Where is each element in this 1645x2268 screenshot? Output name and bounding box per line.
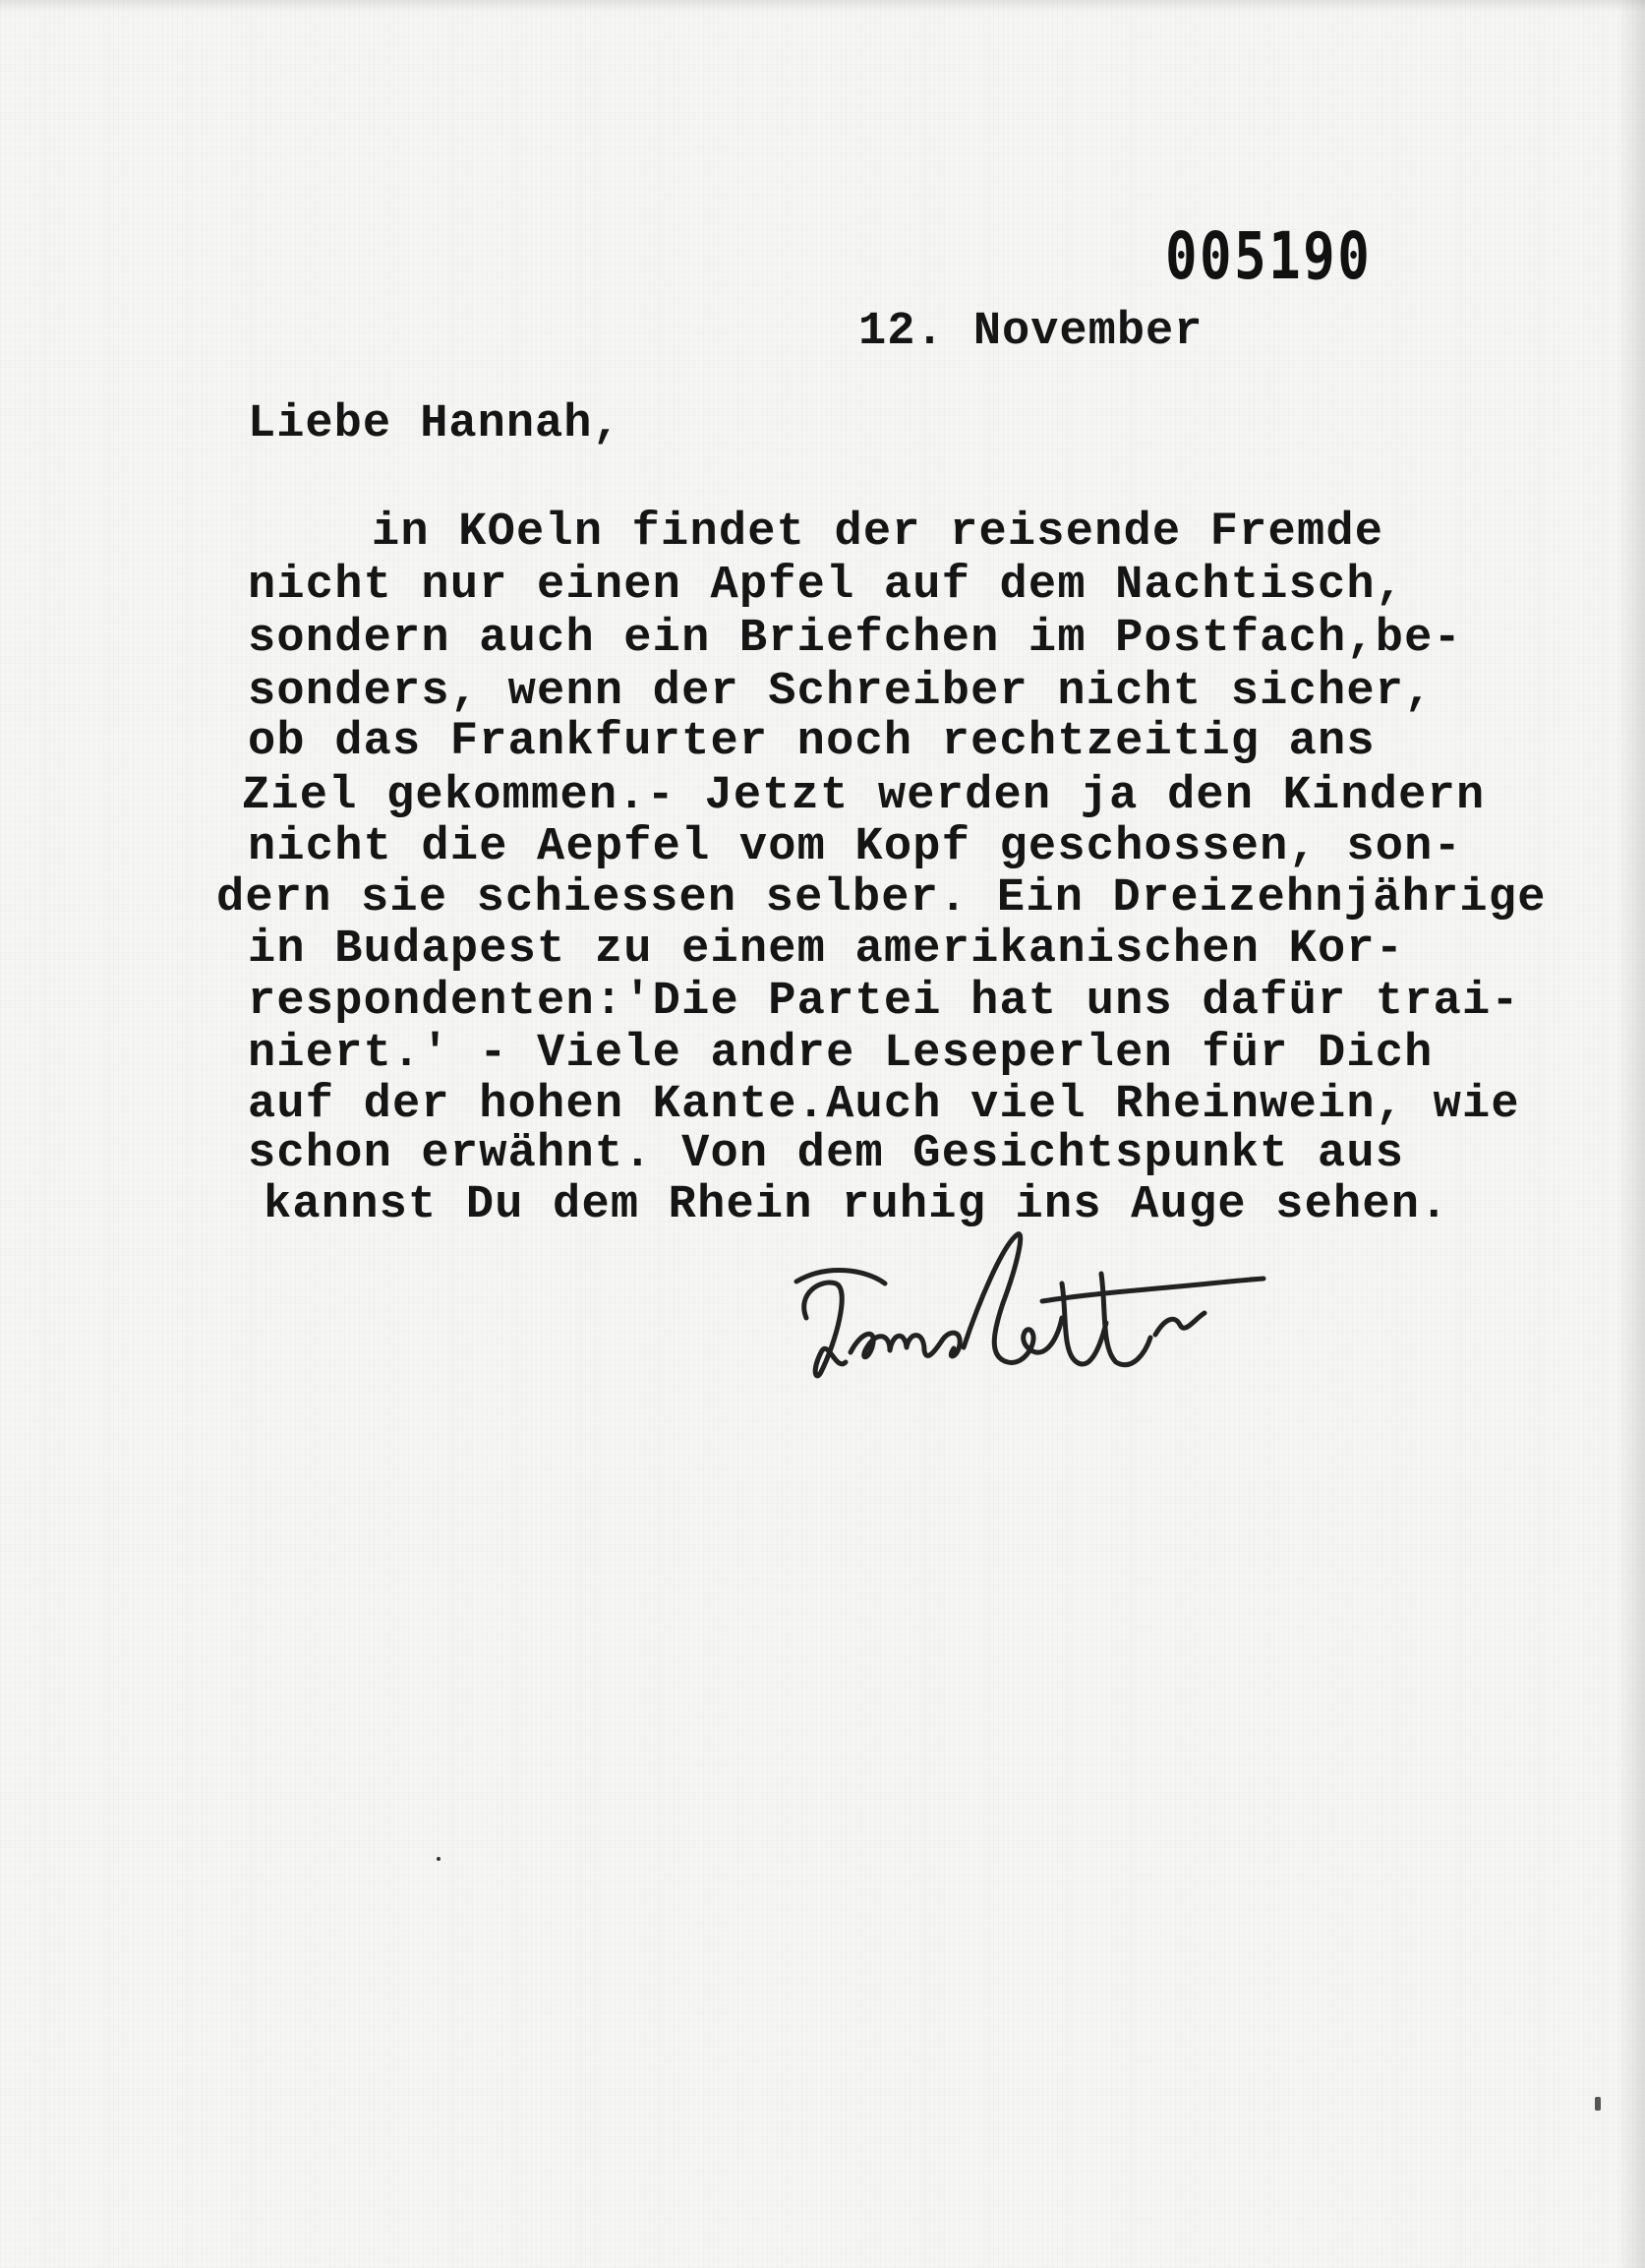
paper-speck [437,1857,441,1861]
page-edge-shadow-top [0,0,1645,12]
body-line: auf der hohen Kante.Auch viel Rheinwein, wie [248,1079,1520,1131]
body-line: sonders, wenn der Schreiber nicht sicher, [248,666,1434,718]
page-edge-shadow-right [1617,0,1645,2268]
body-line: Ziel gekommen.- Jetzt werden ja den Kindern [242,770,1486,822]
body-line: ob das Frankfurter noch rechtzeitig ans [248,716,1376,768]
body-line: schon erwähnt. Von dem Gesichtspunkt aus [248,1128,1405,1180]
salutation: Liebe Hannah, [248,398,621,450]
body-line: dern sie schiessen selber. Ein Dreizehnjährige [216,872,1547,925]
body-line: in KOeln findet der reisende Fremde [372,507,1384,559]
body-line: nicht die Aepfel vom Kopf geschossen, son- [248,821,1462,873]
body-line: in Budapest zu einem amerikanischen Kor- [248,924,1405,976]
body-line: niert.' - Viele andre Leseperlen für Dich [248,1028,1434,1080]
body-line: sondern auch ein Briefchen im Postfach,be- [248,613,1462,665]
body-line: kannst Du dem Rhein ruhig ins Auge sehen. [264,1179,1449,1231]
archive-number: 005190 [1165,218,1373,294]
body-line: respondenten:'Die Partei hat uns dafür trai- [248,976,1520,1028]
letter-date: 12. November [858,306,1204,358]
paper-mark [1595,2097,1601,2111]
body-line: nicht nur einen Apfel auf dem Nachtisch, [248,560,1405,612]
handwritten-signature [767,1224,1268,1397]
